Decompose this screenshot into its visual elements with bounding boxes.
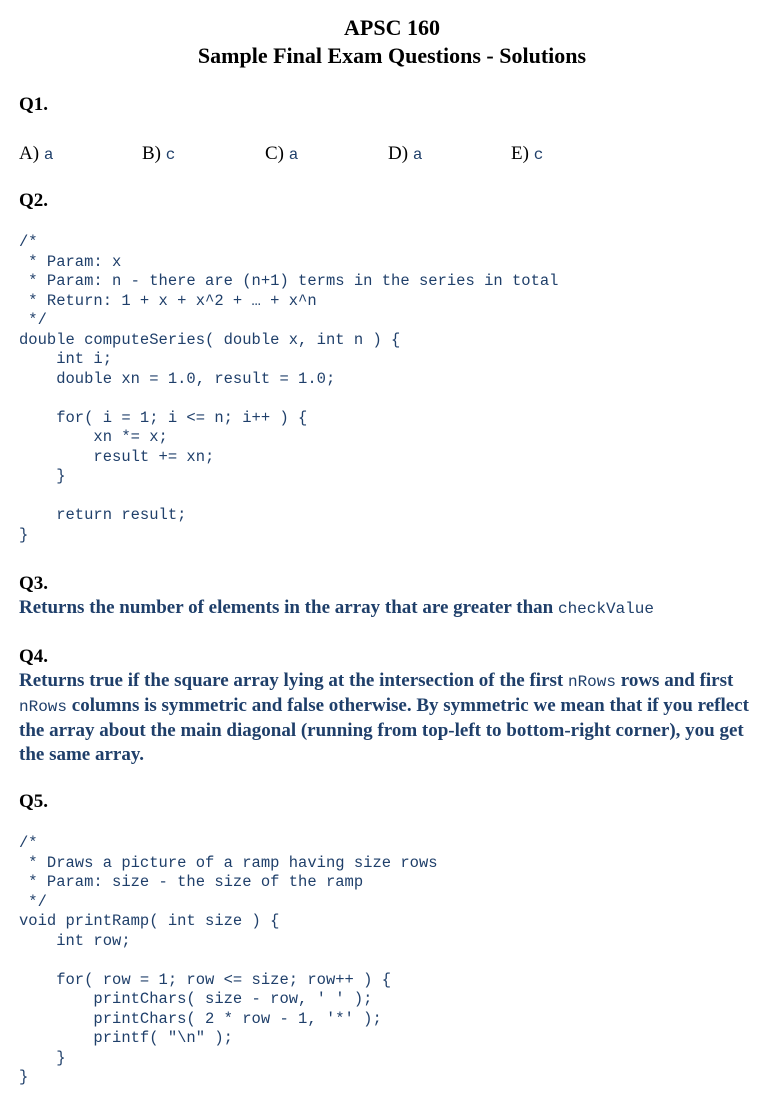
- answer-value: a: [43, 146, 54, 164]
- answer-b: [142, 142, 175, 167]
- course-title: APSC 160: [344, 15, 440, 40]
- answer-letter: B): [142, 143, 161, 164]
- q4-text-part1: Returns true if the square array lying at the intersection of the first: [19, 670, 568, 691]
- answer-e: [511, 142, 543, 167]
- q2-heading: Q2.: [19, 190, 49, 211]
- answer-letter: D): [388, 143, 409, 164]
- answer-c: [265, 142, 298, 167]
- q5-code-block: /* * Draws a picture of a ramp having size rows * Param: size - the size of the ramp */ void printRamp( int size ) { int row; for( row = 1; row <= size; row++ ) { printChars( size - row, ' ' ); printChars( 2 * row - 1, '*' ); printf( "\n" ); } }: [19, 834, 438, 1086]
- q2-code-block: /* * Param: x * Param: n - there are (n+1) terms in the series in total * Return: 1 + x + x^2 + … + x^n */ double computeSeries( double x, int n ) { int i; double xn = 1.0, result = 1.0; for( i = 1; i <= n; i++ ) { xn *= x; result += xn; } return result; }: [19, 233, 559, 544]
- answer-d: [388, 142, 422, 167]
- q3-answer: [19, 596, 769, 621]
- answer-value: c: [165, 146, 176, 164]
- q3-heading: Q3.: [19, 573, 49, 594]
- q3-code-term: checkValue: [557, 600, 654, 618]
- q4-code-term-2: nRows: [19, 698, 68, 716]
- q1-heading: Q1.: [19, 94, 49, 115]
- q4-text-part2: rows and first: [615, 670, 734, 691]
- answer-letter: E): [511, 143, 529, 164]
- q1-answers: [19, 142, 759, 166]
- answer-letter: A): [19, 143, 40, 164]
- q5-heading: Q5.: [19, 791, 49, 812]
- answer-value: c: [533, 146, 544, 164]
- answer-letter: C): [265, 143, 284, 164]
- answer-a: [19, 142, 53, 167]
- page-title: Sample Final Exam Questions - Solutions: [197, 43, 587, 68]
- q4-answer: [19, 669, 769, 767]
- q4-text-part3: columns is symmetric and false otherwise. By symmetric we mean that if you reflect the array about the main diagonal (running from top-left to bottom-right corner), you get the same array.: [19, 695, 749, 765]
- answer-value: a: [288, 146, 299, 164]
- q4-heading: Q4.: [19, 646, 49, 667]
- q3-text: Returns the number of elements in the array that are greater than: [19, 597, 558, 618]
- q4-code-term-1: nRows: [567, 673, 616, 691]
- answer-value: a: [412, 146, 423, 164]
